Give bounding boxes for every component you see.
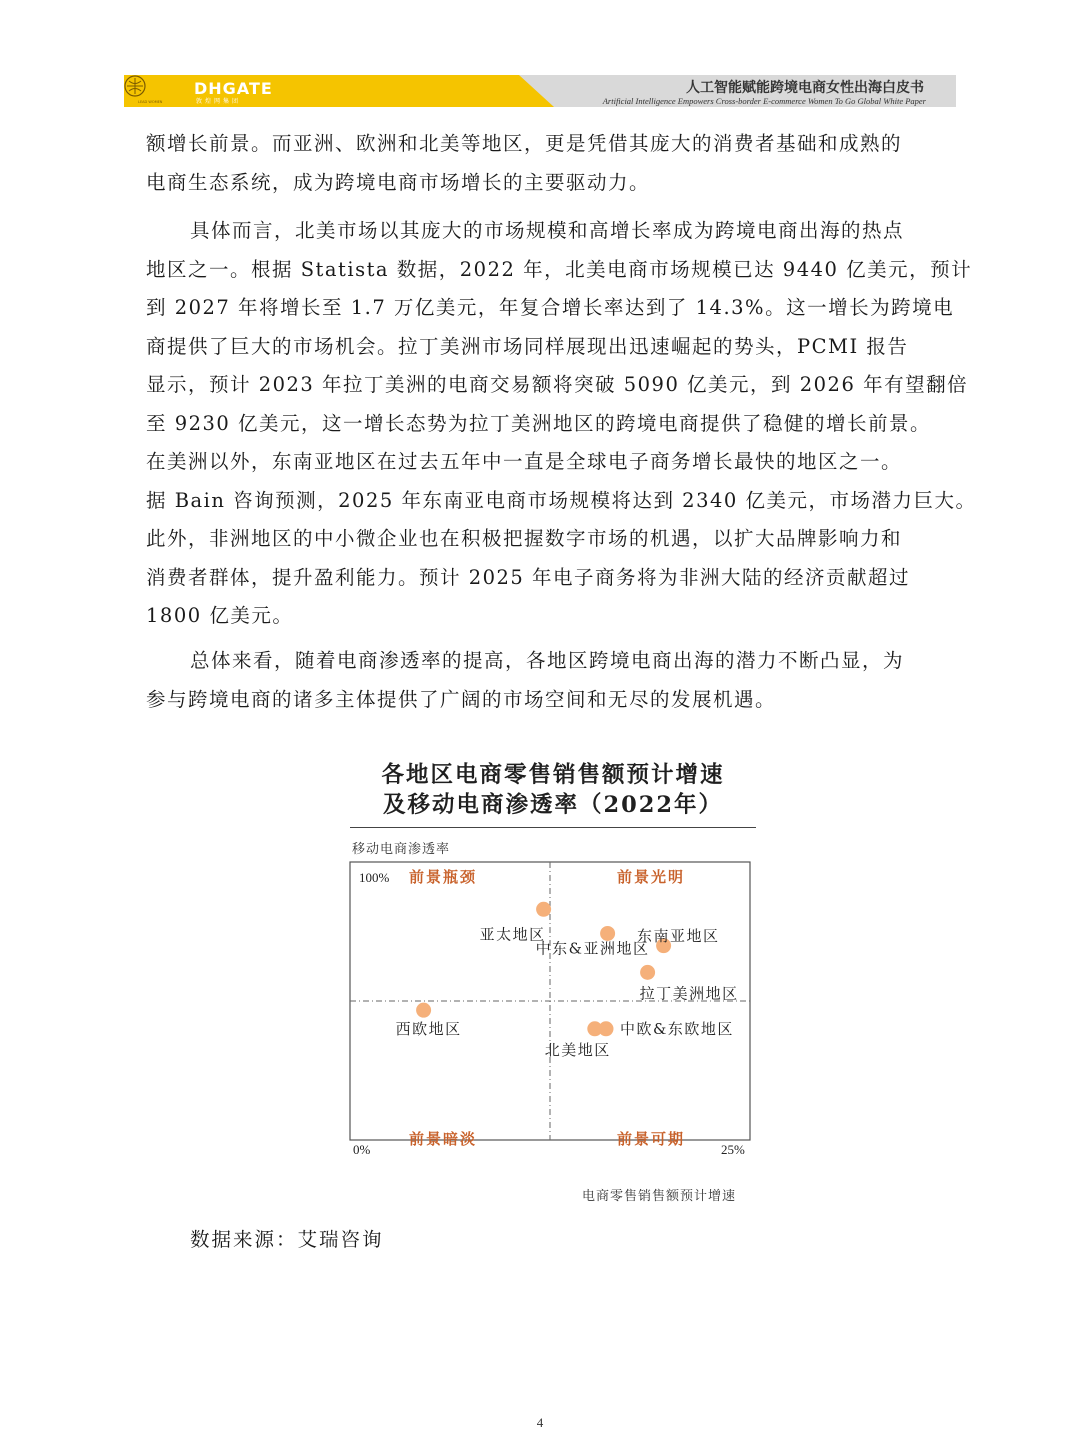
chart-title-rule: [350, 827, 756, 828]
scatter-point-label: 中欧&东欧地区: [620, 1019, 734, 1038]
y-tick-max: 100%: [359, 870, 390, 885]
chart-y-axis-label: 移动电商渗透率: [352, 842, 451, 857]
paragraph-line: 参与跨境电商的诸多主体提供了广阔的市场空间和无尽的发展机遇。: [146, 687, 777, 711]
scatter-point-label: 北美地区: [544, 1040, 611, 1059]
quadrant-label-bottom-left: 前景暗淡: [409, 1130, 478, 1148]
scatter-point: [599, 1021, 614, 1036]
paragraph-line: 额增长前景。而亚洲、欧洲和北美等地区，更是凭借其庞大的消费者基础和成熟的: [146, 132, 903, 155]
scatter-point: [416, 1003, 431, 1018]
paragraph-line: 具体而言，北美市场以其庞大的市场规模和高增长率成为跨境电商出海的热点: [190, 219, 905, 242]
scatter-point-label: 中东&亚洲地区: [535, 939, 650, 958]
chart-x-axis-label: 电商零售销售额预计增速: [582, 1189, 737, 1204]
paragraph-line: 商提供了巨大的市场机会。拉丁美洲市场同样展现出迅速崛起的势头，PCMI 报告: [146, 334, 909, 358]
paragraph-2: [146, 212, 977, 636]
chart-title-line-1: 各地区电商零售销售额预计增速: [381, 762, 725, 788]
scatter-point-label: 亚太地区: [479, 925, 546, 944]
page-number: 4: [536, 1415, 544, 1430]
paragraph-line: 至 9230 亿美元，这一增长态势为拉丁美洲地区的跨境电商提供了稳健的增长前景。: [146, 411, 932, 435]
scatter-point-label: 拉丁美洲地区: [639, 984, 739, 1003]
paragraph-line: 显示，预计 2023 年拉丁美洲的电商交易额将突破 5090 亿美元，到 2026 年有望翻倍: [146, 373, 969, 396]
quadrant-label-top-left: 前景瓶颈: [409, 868, 478, 886]
header-title: 人工智能赋能跨境电商女性出海白皮书: [686, 80, 924, 96]
chart-title-line-2: 及移动电商渗透率（2022年）: [382, 792, 724, 818]
paragraph-line: 地区之一。根据 Statista 数据，2022 年，北美电商市场规模已达 9440 亿美元，预计: [146, 257, 973, 281]
scatter-plot: [349, 861, 751, 1155]
scatter-point: [640, 965, 655, 980]
paragraph-line: 在美洲以外，东南亚地区在过去五年中一直是全球电子商务增长最快的地区之一。: [146, 450, 903, 473]
paragraph-3: [146, 642, 932, 719]
scatter-point-label: 西欧地区: [395, 1020, 462, 1039]
paragraph-line: 到 2027 年将增长至 1.7 万亿美元，年复合增长率达到了 14.3%。这一增长为跨境电: [146, 296, 955, 319]
quadrant-label-bottom-right: 前景可期: [617, 1130, 686, 1148]
x-tick-min: 0%: [353, 1142, 371, 1155]
paragraph-line: 据 Bain 咨询预测，2025 年东南亚电商市场规模将达到 2340 亿美元，市场潜力巨大。: [146, 488, 977, 512]
paragraph-line: 1800 亿美元。: [146, 604, 294, 627]
paragraph-line: 总体来看，随着电商渗透率的提高，各地区跨境电商出海的潜力不断凸显，为: [190, 649, 905, 672]
data-source: 数据来源：艾瑞咨询: [190, 1228, 384, 1251]
paragraph-line: 电商生态系统，成为跨境电商市场增长的主要驱动力。: [146, 170, 651, 194]
header-subtitle: Artificial Intelligence Empowers Cross-border E-commerce Women To Go Global White Paper: [602, 96, 926, 106]
lead-women-logo-icon: [124, 75, 146, 97]
x-tick-max: 25%: [721, 1142, 745, 1155]
quadrant-label-top-right: 前景光明: [617, 868, 686, 886]
paragraph-line: 此外，非洲地区的中小微企业也在积极把握数字市场的机遇，以扩大品牌影响力和: [146, 527, 903, 550]
page-header: [124, 75, 956, 107]
scatter-point: [536, 902, 551, 917]
paragraph-line: 消费者群体，提升盈利能力。预计 2025 年电子商务将为非洲大陆的经济贡献超过: [146, 565, 911, 589]
dhgate-logo: DHGATE: [194, 79, 273, 98]
scatter-point-label: 东南亚地区: [637, 927, 720, 945]
paragraph-1: [146, 125, 932, 202]
dhgate-logo-sub: 敦煌网集团: [196, 98, 242, 105]
partner-logo-text: LEAD WOMEN: [138, 100, 163, 104]
